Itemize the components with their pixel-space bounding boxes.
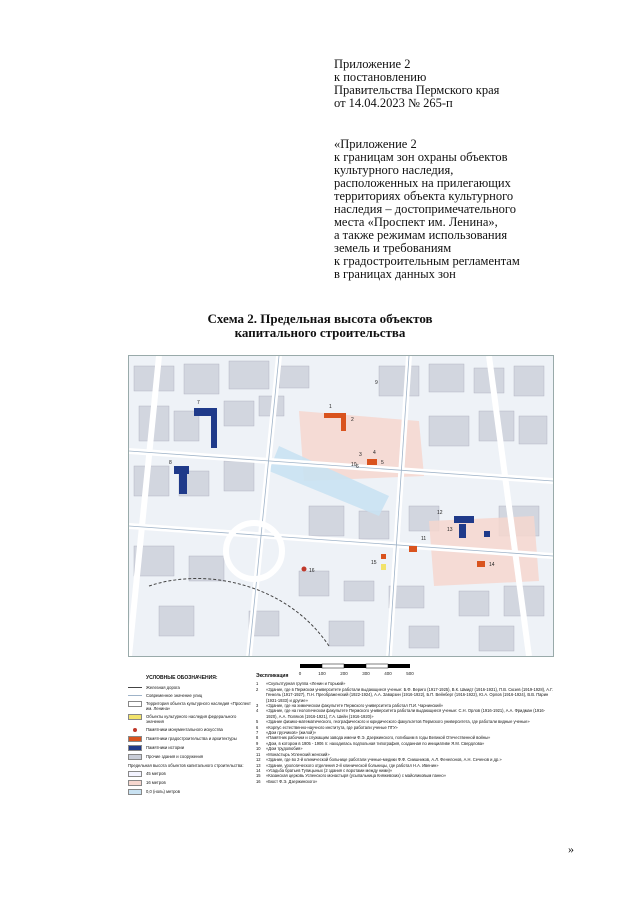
scale-tick: 500: [406, 671, 414, 676]
intro-line: территориях объекта культурного: [334, 189, 514, 203]
legend-swatch: [128, 789, 142, 795]
intro-line: культурного наследия,: [334, 163, 454, 177]
legend-height-title: Предельная высота объектов капитального строительства:: [128, 763, 244, 768]
height-limit-map: [128, 355, 554, 657]
intro-line: а также режимам использования: [334, 228, 508, 242]
map-legend: [128, 676, 252, 798]
legend-swatch: [128, 714, 142, 720]
legend-label: Памятники монументального искусства: [146, 727, 223, 732]
map-label: 2: [351, 417, 354, 423]
explication-number: 3: [256, 703, 259, 709]
legend-item: [128, 745, 252, 751]
legend-label: 0,0 (ноль) метров: [146, 789, 180, 794]
scale-tick: 400: [384, 671, 392, 676]
explication-text: «Дом грузчиков» (жилой)»: [266, 730, 316, 736]
legend-item: [128, 701, 252, 711]
legend-item: [128, 685, 252, 690]
map-canvas: [129, 356, 553, 656]
roundabout: [226, 523, 282, 579]
explication-number: 7: [256, 730, 259, 736]
legend-label: Памятники градостроительства и архитектуры: [146, 736, 237, 741]
legend-label: Прочие здания и сооружения: [146, 754, 204, 759]
explication-text: «Здание, где в Пермском университете работали выдающиеся ученые: Б.Ф. Вериго (1917-1925), В.К. Шмидт (1916-1931), П.В. Сюзев (1919-1928), А.Г. Генкель (1917-1927), П.Н. Преображенский (1922-1924), А.А. Заварзин (1916-1922), Б.П. Вейнберг (1916-1922), Ю.А. Орлов (1916-1924), В.В. Парин (1931-1933) и другие»: [266, 686, 553, 703]
header-line: Правительства Пермского края: [334, 83, 500, 97]
map-label: 3: [359, 452, 362, 458]
explication-row: [256, 687, 556, 703]
legend-label: 45 метров: [146, 771, 166, 776]
scheme-title-line: капитального строительства: [234, 325, 406, 340]
intro-line: «Приложение 2: [334, 137, 417, 151]
explication-title: Экспликация: [256, 673, 289, 679]
map-label: 5: [381, 460, 384, 466]
scheme-title: [120, 312, 520, 340]
map-label: 9: [375, 380, 378, 386]
explication-number: 1: [256, 681, 259, 687]
legend-height-item: [128, 789, 252, 795]
explication-row: [256, 708, 556, 719]
intro-line: в границах данных зон: [334, 267, 456, 281]
legend-swatch: [128, 736, 142, 742]
explication-number: 11: [256, 751, 261, 757]
legend-item: [128, 727, 252, 733]
header-line: от 14.04.2023 № 265-п: [334, 96, 453, 110]
scale-tick: 300: [362, 671, 370, 676]
explication-text: «Памятник рабочим и служащим завода имени Ф.Э. Дзержинского, погибшим в годы Великой Отечественной войны»: [266, 735, 491, 741]
explication-number: 12: [256, 757, 261, 763]
explication-number: 10: [256, 746, 261, 752]
explication-number: 4: [256, 708, 259, 714]
legend-swatch: [128, 771, 142, 777]
explication-text: «Здание физико-математического, географического и юридического факультетов Пермского университета, где работали видные ученые»: [266, 719, 530, 725]
explication-text: «Дом, в котором в 1905 - 1906 гг. находилась подпольная типография, созданная по инициативе Я.М. Свердлова»: [266, 740, 485, 746]
legend-swatch: [128, 701, 142, 707]
map-label: 15: [371, 560, 377, 566]
legend-label: Железная дорога: [146, 685, 180, 690]
legend-label: Территория объекта культурного наследия «Проспект им. Ленина»: [146, 701, 251, 711]
explication-text: «Дом трудолюбия»: [266, 746, 303, 752]
explication-text: «Здание, где на геологическом факультете Пермского университета работали выдающиеся ученые: С.Н. Орлов (1916-1921), А.А. Фридман (1916-1920), А.А. Поляков (1916-1921), Г.А. Шейн (1916-1920)»: [266, 708, 546, 719]
explication-text: «Скульптурная группа «Ленин и Горький»: [266, 681, 346, 687]
intro-line: наследия – достопримечательного: [334, 202, 516, 216]
explication-text: «Монастырь Успенский женский»: [266, 751, 330, 757]
legend-height-item: [128, 771, 252, 777]
explication-number: 9: [256, 740, 259, 746]
appendix-intro: [334, 138, 594, 281]
legend-title: УСЛОВНЫЕ ОБОЗНАЧЕНИЯ:: [146, 675, 218, 681]
explication-number: 2: [256, 686, 259, 692]
legend-label: Памятники истории: [146, 745, 185, 750]
explication-text: «Здание, урологического отделения 2-й клинической больницы, где работал Н.А. Ивенин»: [266, 762, 439, 768]
map-label: 6: [356, 464, 359, 470]
explication-text: «Бюст Ф.Э. Дзержинского»: [266, 778, 318, 784]
scale-tick: 100: [318, 671, 326, 676]
map-label: 7: [197, 400, 200, 406]
map-label: 1: [329, 404, 332, 410]
explication-number: 6: [256, 724, 259, 730]
legend-swatch: [128, 745, 142, 751]
monument-dot: [302, 567, 307, 572]
map-label: 16: [309, 568, 315, 574]
map-label: 11: [421, 536, 427, 542]
explication-text: «Здание, где во 2-й клинической больнице работали ученые-медики Ф.Ф. Сиишников, А.Л. Фенелонов, А.Н. Сеченов и др.»: [266, 757, 502, 763]
explication-text: «Корпус естественно-научного института, где работали ученые ПГУ»: [266, 724, 398, 730]
map-blocks: [134, 361, 547, 651]
explication-row: [256, 779, 556, 784]
legend-swatch: [128, 727, 142, 733]
scale-tick: 0: [298, 671, 302, 676]
explication-number: 5: [256, 719, 259, 725]
intro-line: места «Проспект им. Ленина»,: [334, 215, 498, 229]
intro-line: земель и требованиям: [334, 241, 452, 255]
intro-line: к градостроительным регламентам: [334, 254, 520, 268]
legend-height-item: [128, 780, 252, 786]
map-label: 8: [169, 460, 172, 466]
legend-item: [128, 693, 252, 698]
legend-swatch: [128, 780, 142, 786]
explication-text: «Усадьба братьев Тупицыных (2 здания с воротами между ними)»: [266, 767, 393, 773]
legend-swatch: [128, 695, 142, 696]
closing-quote: »: [568, 842, 574, 856]
map-label: 4: [373, 450, 376, 456]
legend-item: [128, 714, 252, 724]
scheme-title-line: Схема 2. Предельная высота объектов: [207, 311, 433, 326]
explication-text: «Казанская церковь Успенского монастыря (усыпальница Княжевских) с майоликовым панно»: [266, 773, 446, 779]
intro-line: расположенных на прилегающих: [334, 176, 511, 190]
legend-label: Объекты культурного наследия федерального значения: [146, 714, 237, 724]
scale-tick: 200: [340, 671, 348, 676]
explication: [256, 674, 556, 784]
map-label: 10: [351, 462, 357, 468]
map-label: 13: [447, 527, 453, 533]
header-line: Приложение 2: [334, 57, 411, 71]
header-line: к постановлению: [334, 70, 427, 84]
legend-label: 16 метров: [146, 780, 166, 785]
explication-number: 14: [256, 767, 261, 773]
explication-text: «Здание, где на химическом факультете Пермского университета работал П.И. Чарнинский»: [266, 703, 444, 709]
explication-number: 8: [256, 735, 259, 741]
explication-number: 16: [256, 778, 261, 784]
map-label: 14: [489, 562, 495, 568]
legend-item: [128, 736, 252, 742]
document-header: [334, 58, 594, 110]
legend-item: [128, 754, 252, 760]
intro-line: к границам зон охраны объектов: [334, 150, 508, 164]
legend-swatch: [128, 754, 142, 760]
map-label: 12: [437, 510, 443, 516]
legend-label: Современное значение улиц: [146, 693, 203, 698]
explication-number: 13: [256, 762, 261, 768]
explication-number: 15: [256, 773, 261, 779]
legend-swatch: [128, 687, 142, 688]
